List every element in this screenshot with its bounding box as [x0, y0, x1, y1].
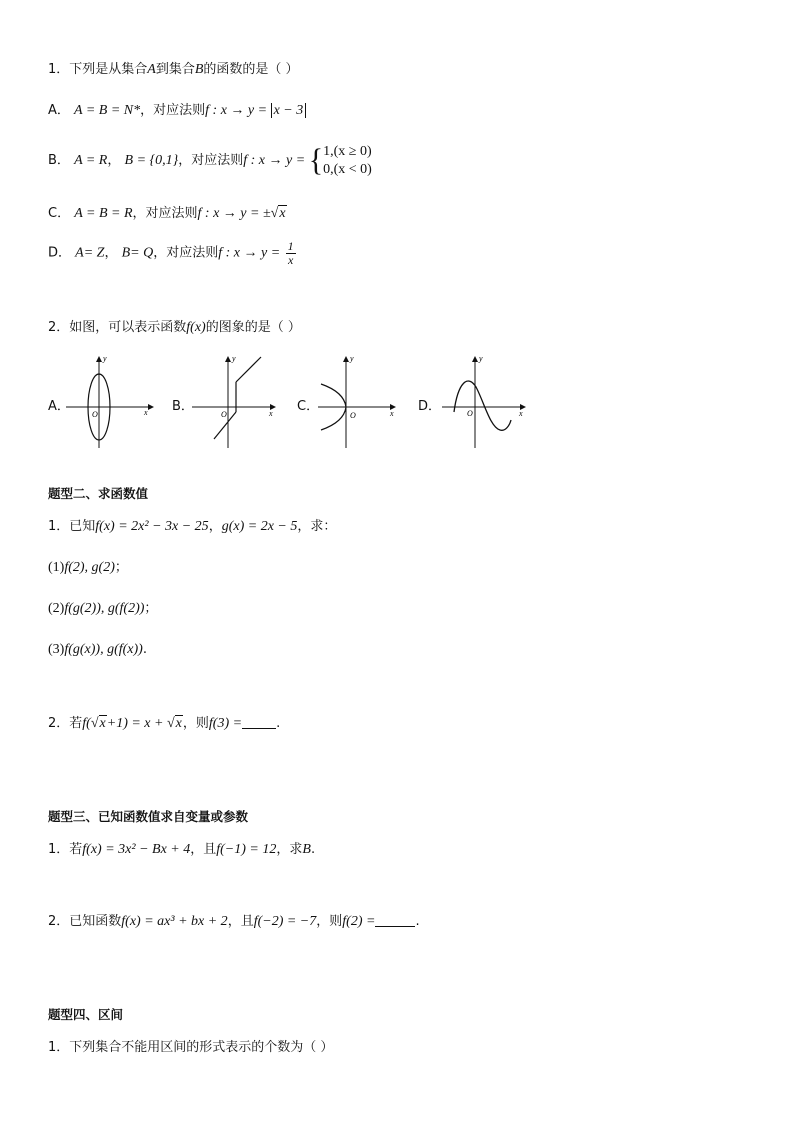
q1-option-d: D． A= Z， B= Q，对应法则f : x → y = $\frac{1}{x}$	[48, 239, 294, 267]
svg-text:O: O	[92, 410, 98, 419]
q1-option-a: A． A = B = N*，对应法则f : x → y = x − 3	[48, 102, 306, 120]
answer-blank[interactable]	[242, 715, 276, 729]
graph-a-ellipse	[64, 352, 156, 450]
graph-a-label: A．	[48, 399, 70, 414]
section-3-title: 题型三、已知函数值求自变量或参数	[48, 809, 249, 824]
svg-text:O: O	[350, 411, 356, 420]
sec3-q2: 2．已知函数f(x) = ax³ + bx + 2，且f(−2) = −7，则f(2) = .	[48, 914, 420, 929]
q2-stem: 2．如图，可以表示函数f(x)的图象的是（ ）	[48, 320, 301, 335]
svg-text:x: x	[390, 409, 394, 418]
section-2-title: 题型二、求函数值	[48, 486, 149, 501]
graph-c-parabola	[316, 352, 408, 450]
sec2-part-1: (1)f(2), g(2)；	[48, 560, 128, 575]
sec2-part-2: (2)f(g(2)), g(f(2))；	[48, 601, 158, 616]
section-4-title: 题型四、区间	[48, 1007, 124, 1022]
graph-c-label: C．	[297, 399, 320, 414]
graph-d-label: D．	[418, 399, 442, 414]
sec3-q1: 1．若f(x) = 3x² − Bx + 4，且f(−1) = 12，求B.	[48, 842, 316, 857]
brace-icon: {	[308, 143, 324, 178]
sec2-part-3: (3)f(g(x)), g(f(x)).	[48, 642, 147, 657]
svg-text:O: O	[221, 410, 227, 419]
q1-option-c: C． A = B = R，对应法则f : x → y = ±√x	[48, 206, 286, 221]
sec2-q1-stem: 1．已知f(x) = 2x² − 3x − 25，g(x) = 2x − 5，求：	[48, 519, 337, 534]
answer-blank[interactable]	[375, 913, 415, 927]
svg-text:y: y	[232, 354, 236, 363]
svg-text:y: y	[479, 354, 483, 363]
svg-text:x: x	[269, 409, 273, 418]
sec4-q1: 1．下列集合不能用区间的形式表示的个数为（ ）	[48, 1040, 334, 1055]
svg-text:y: y	[350, 354, 354, 363]
svg-text:y: y	[103, 354, 107, 363]
svg-text:x: x	[519, 409, 523, 418]
graph-b-label: B．	[172, 399, 194, 414]
sec2-q2: 2．若f(√x+1) = x + √x，则f(3) = .	[48, 716, 281, 731]
q1-stem: 1．下列是从集合A到集合B的函数的是（ ）	[48, 62, 299, 77]
graph-d-cubic	[440, 352, 532, 450]
graph-b-piecewise	[190, 352, 282, 450]
svg-text:O: O	[467, 409, 473, 418]
svg-text:x: x	[144, 408, 148, 417]
q1-option-b: B． A = R， B = {0,1}，对应法则f : x → y = { 1,(x ≥ 0) 0,(x < 0)	[48, 143, 372, 178]
